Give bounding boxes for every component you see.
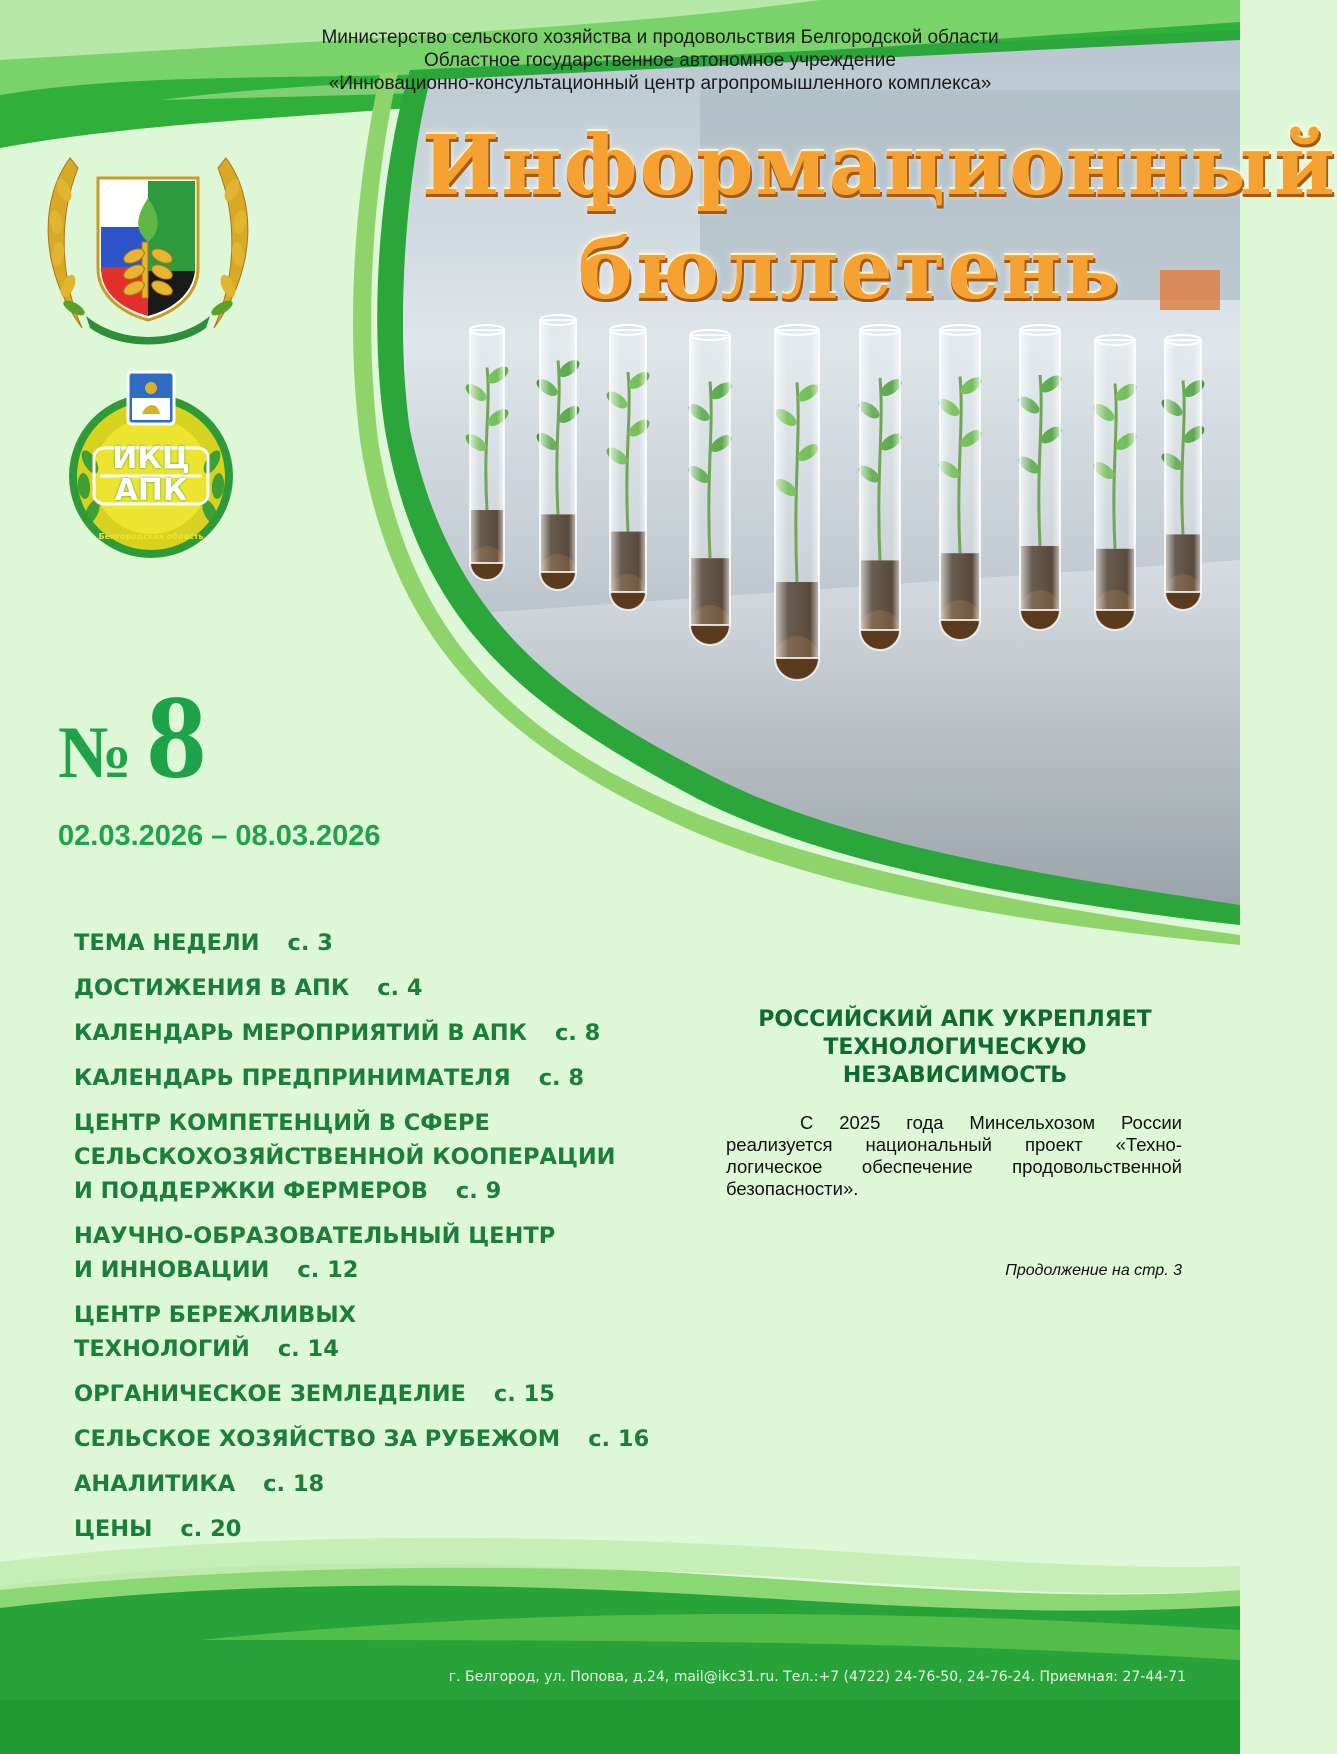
- toc-item[interactable]: [74, 926, 674, 960]
- toc-item-line: [74, 1140, 674, 1174]
- toc-item[interactable]: [74, 1422, 674, 1456]
- institution-line: Областное государственное автономное учреждение: [424, 50, 896, 71]
- toc-item-page: с. 12: [297, 1257, 359, 1283]
- toc-item[interactable]: [74, 1219, 674, 1287]
- toc-item-page: с. 20: [180, 1516, 242, 1542]
- feature-continued-link[interactable]: Продолжение на стр. 3: [1005, 1262, 1182, 1279]
- toc-item-line: [74, 1106, 674, 1140]
- center-line: «Инновационно-консультационный центр агропромышленного комплекса»: [328, 73, 992, 94]
- toc-item[interactable]: [74, 1016, 674, 1050]
- issue-dates: 02.03.2026 – 08.03.2026: [58, 820, 381, 852]
- toc-item-title: ТЕМА НЕДЕЛИ: [74, 930, 260, 956]
- ikc-apk-logo: [60, 372, 242, 560]
- toc-item[interactable]: [74, 1512, 674, 1546]
- toc-item-line: [74, 971, 674, 1005]
- table-of-contents: [74, 926, 674, 1557]
- toc-item-title: И ИННОВАЦИИ: [74, 1257, 270, 1283]
- toc-item-title: КАЛЕНДАРЬ МЕРОПРИЯТИЙ В АПК: [74, 1020, 527, 1046]
- toc-item-page: с. 14: [277, 1336, 339, 1362]
- toc-item-title: КАЛЕНДАРЬ ПРЕДПРИНИМАТЕЛЯ: [74, 1065, 511, 1091]
- toc-item-title: СЕЛЬСКОЕ ХОЗЯЙСТВО ЗА РУБЕЖОМ: [74, 1426, 561, 1452]
- toc-item-title: ТЕХНОЛОГИЙ: [74, 1336, 250, 1362]
- toc-item-line: [74, 1512, 674, 1546]
- issue-number: [58, 668, 206, 806]
- toc-item-title: НАУЧНО-ОБРАЗОВАТЕЛЬНЫЙ ЦЕНТР: [74, 1223, 556, 1249]
- toc-item-title: ДОСТИЖЕНИЯ В АПК: [74, 975, 350, 1001]
- toc-item-title: ЦЕНТР БЕРЕЖЛИВЫХ: [74, 1302, 356, 1328]
- toc-item-page: с. 15: [493, 1381, 555, 1407]
- toc-item[interactable]: [74, 1106, 674, 1208]
- bulletin-title-line1: Информационный: [422, 118, 1337, 214]
- toc-item-line: [74, 1332, 674, 1366]
- issue-number-sign: №: [58, 712, 133, 794]
- toc-item-line: [74, 926, 674, 960]
- toc-item[interactable]: [74, 1298, 674, 1366]
- test-tube-seedling-icon: [1016, 325, 1065, 630]
- test-tube-seedling-icon: [686, 330, 735, 645]
- logo-ring-text: Белгородская область: [98, 532, 204, 541]
- toc-item-line: [74, 1016, 674, 1050]
- toc-item-title: ЦЕНЫ: [74, 1516, 153, 1542]
- toc-item-page: с. 9: [455, 1178, 502, 1204]
- toc-item-line: [74, 1061, 674, 1095]
- test-tube-seedling-icon: [1091, 335, 1140, 630]
- toc-item-line: [74, 1253, 674, 1287]
- test-tube-seedling-icon: [936, 325, 985, 640]
- toc-item[interactable]: [74, 1377, 674, 1411]
- ministry-line: Министерство сельского хозяйства и продовольствия Белгородской области: [321, 27, 999, 48]
- issue-number-value: 8: [146, 670, 207, 803]
- toc-item-line: [74, 1219, 674, 1253]
- test-tube-seedling-icon: [773, 325, 822, 680]
- toc-item[interactable]: [74, 1061, 674, 1095]
- toc-item-title: И ПОДДЕРЖКИ ФЕРМЕРОВ: [74, 1178, 428, 1204]
- test-tube-seedling-icon: [463, 325, 512, 580]
- toc-item-title: ЦЕНТР КОМПЕТЕНЦИЙ В СФЕРЕ: [74, 1110, 490, 1136]
- toc-item-page: с. 3: [287, 930, 333, 956]
- publisher-header: [160, 26, 1160, 95]
- toc-item-line: [74, 1298, 674, 1332]
- toc-item-line: [74, 1174, 674, 1208]
- test-tube-seedling-icon: [1159, 335, 1208, 610]
- toc-item-page: с. 16: [588, 1426, 650, 1452]
- toc-item[interactable]: [74, 1467, 674, 1501]
- toc-item-page: с. 18: [263, 1471, 325, 1497]
- toc-item-page: с. 8: [554, 1020, 601, 1046]
- feature-headline: РОССИЙСКИЙ АПК УКРЕПЛЯЕТ ТЕХНОЛОГИЧЕСКУЮ НЕЗАВИСИМОСТЬ: [758, 1007, 1152, 1088]
- coat-of-arms-icon: [30, 138, 266, 350]
- bulletin-title-line2: бюллетень: [578, 222, 1122, 318]
- toc-item-line: [74, 1422, 674, 1456]
- feature-lead: С 2025 года Минсельхозом России реализуется национальный проект «Техно-логическое обеспечение продовольственной безопасности».: [726, 1112, 1182, 1199]
- toc-item-title: ОРГАНИЧЕСКОЕ ЗЕМЛЕДЕЛИЕ: [74, 1381, 466, 1407]
- test-tube-seedling-icon: [604, 325, 653, 610]
- test-tube-seedling-icon: [534, 315, 583, 590]
- logo-top-text: ИКЦ: [112, 441, 190, 476]
- toc-item-title: АНАЛИТИКА: [74, 1471, 236, 1497]
- toc-item-page: с. 4: [377, 975, 423, 1001]
- toc-item-line: [74, 1467, 674, 1501]
- toc-item-title: СЕЛЬСКОХОЗЯЙСТВЕННОЙ КООПЕРАЦИИ: [74, 1144, 616, 1170]
- logo-bottom-text: АПК: [114, 473, 188, 508]
- toc-item[interactable]: [74, 971, 674, 1005]
- test-tube-seedling-icon: [856, 325, 905, 650]
- toc-item-page: с. 8: [538, 1065, 585, 1091]
- contacts-footer: г. Белгород, ул. Попова, д.24, mail@ikc31.ru. Тел.:+7 (4722) 24-76-50, 24-76-24. Приемная: 27-44-71: [448, 1669, 1186, 1685]
- toc-item-line: [74, 1377, 674, 1411]
